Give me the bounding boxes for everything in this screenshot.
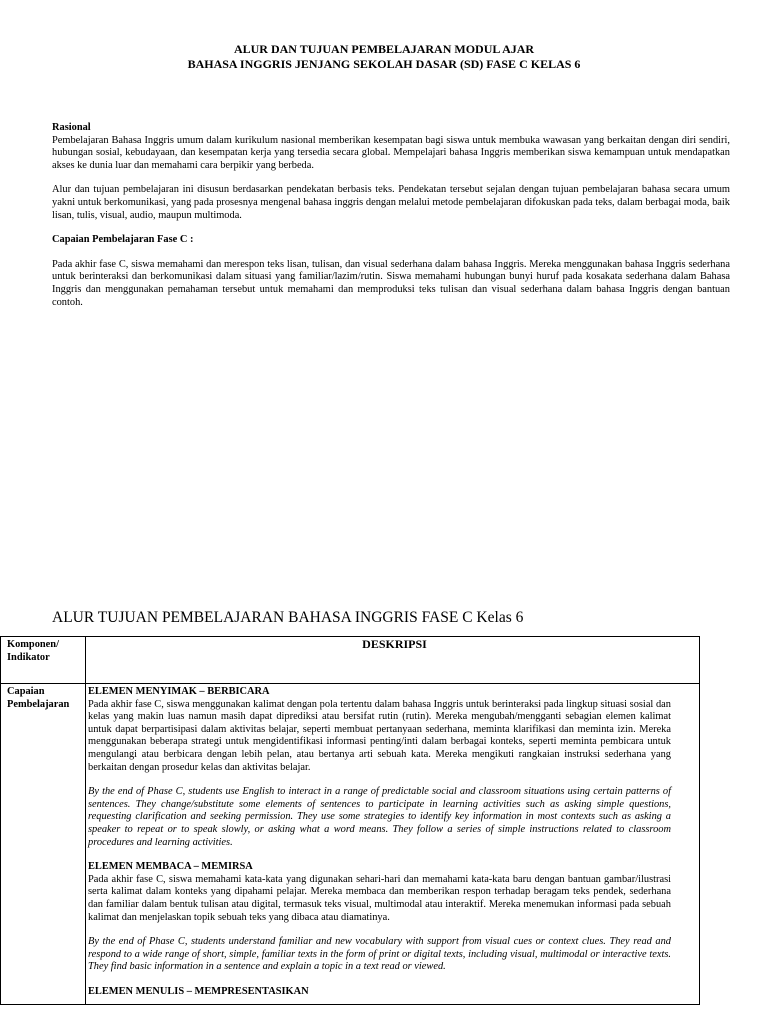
rasional-heading: Rasional xyxy=(52,122,91,133)
menyimak-text-en: By the end of Phase C, students use English to interact in a range of predictable social and classroom situations using certain patterns of sentences. They change/substitute some elements of sentences to participate in learning activities such as asking simple questions, requesting clarification and seeking permission. They use some strategies to identify key information in most contexts such as asking a speaker to repeat or to speak slowly, or asking what a word means. They follow a series of simple instructions related to classroom procedures and learning activities. xyxy=(88,786,671,848)
capaian-pembelajaran-label: Capaian Pembelajaran xyxy=(1,684,86,1005)
table-header-row xyxy=(1,637,700,684)
rasional-section xyxy=(52,122,730,309)
menyimak-text-id: Pada akhir fase C, siswa menggunakan kalimat dengan pola tertentu dalam bahasa Inggris untuk berinteraksi pada lingkup situasi sosial dan kelas yang makin luas namun masih dapat diprediksi atau bersifat rutin (rutin). Mereka mengubah/mengganti sebagian elemen kalimat untuk dapat berpartisipasi dalam aktivitas belajar, seperti membuat pertanyaan sederhana, meminta klarifikasi dan meminta izin. Mereka menggunakan beberapa strategi untuk mengidentifikasi informasi penting/inti dalam berbagai konteks, seperti meminta pembicara untuk mengulangi atau berbicara dengan lebih pelan, atau bertanya arti sebuah kata. Mereka mengikuti rangkaian instruksi sederhana yang berkaitan dengan prosedur kelas dan aktivitas belajar. xyxy=(88,698,671,773)
capaian-description xyxy=(86,684,700,1005)
capaian-heading: Capaian Pembelajaran Fase C : xyxy=(52,234,194,246)
membaca-text-id: Pada akhir fase C, siswa memahami kata-kata yang digunakan sehari-hari dan memahami kata-kata baru dengan bantuan gambar/ilustrasi serta kalimat dalam konteks yang dipahami pelajar. Mereka membaca dan memberikan respon terhadap beragam teks pendek, sederhana dan familiar dalam bentuk tulisan atau digital, termasuk teks visual, multimodal atau interaktif. Mereka menemukan informasi pada sebuah kalimat dan menjelaskan topik sebuah teks yang dibaca atau diamatinya. xyxy=(88,873,671,923)
menulis-heading: ELEMEN MENULIS – MEMPRESENTASIKAN xyxy=(88,985,309,997)
membaca-heading: ELEMEN MEMBACA – MEMIRSA xyxy=(88,861,253,873)
document-title-line-1: ALUR DAN TUJUAN PEMBELAJARAN MODUL AJAR xyxy=(233,42,535,56)
alur-tujuan-title: ALUR TUJUAN PEMBELAJARAN BAHASA INGGRIS FASE C Kelas 6 xyxy=(52,609,524,626)
alur-tujuan-table xyxy=(0,636,700,1005)
deskripsi-header: DESKRIPSI xyxy=(86,637,700,684)
rasional-paragraph-1: Pembelajaran Bahasa Inggris umum dalam kurikulum nasional memberikan kesempatan bagi siswa untuk membuka wawasan yang berkaitan dengan diri sendiri, hubungan sosial, kebudayaan, dan kesempatan kerja yang tersedia secara global. Mempelajari bahasa Inggris memberikan siswa kemampuan untuk mendapatkan akses ke dunia luar dan memahami cara berpikir yang berbeda. xyxy=(52,134,730,171)
membaca-text-en: By the end of Phase C, students understand familiar and new vocabulary with support from visual cues or context clues. They read and respond to a wide range of short, simple, familiar texts in the form of print or digital texts, including visual, multimodal or interactive texts. They find basic information in a sentence and explain a topic in a text read or viewed. xyxy=(88,936,671,973)
komponen-header: Komponen/ Indikator xyxy=(1,637,86,684)
menyimak-heading: ELEMEN MENYIMAK – BERBICARA xyxy=(88,686,270,697)
table-row xyxy=(1,684,700,1005)
rasional-paragraph-2: Alur dan tujuan pembelajaran ini disusun berdasarkan pendekatan berbasis teks. Pendekatan tersebut sejalan dengan tujuan pembelajaran bahasa secara umum yakni untuk berkomunikasi, yang pada prosesnya mengenal bahasa inggris dengan melalui metode pembelajaran difokuskan pada teks, dalam berbagai moda, baik lisan, tulis, visual, audio, maupun multimoda. xyxy=(52,184,730,221)
document-title-line-2: BAHASA INGGRIS JENJANG SEKOLAH DASAR (SD) FASE C KELAS 6 xyxy=(187,57,581,71)
capaian-paragraph: Pada akhir fase C, siswa memahami dan merespon teks lisan, tulisan, dan visual sederhana dalam bahasa Inggris. Mereka menggunakan bahasa Inggris sederhana untuk berinteraksi dan berkomunikasi dalam situasi yang familiar/lazim/rutin. Siswa memahami hubungan bunyi huruf pada kosakata sederhana dalam Bahasa Inggris dan menggunakan pemahaman tersebut untuk memahami dan memproduksi teks tulisan dan visual sederhana dalam bahasa Inggris dengan bantuan contoh. xyxy=(52,258,730,308)
